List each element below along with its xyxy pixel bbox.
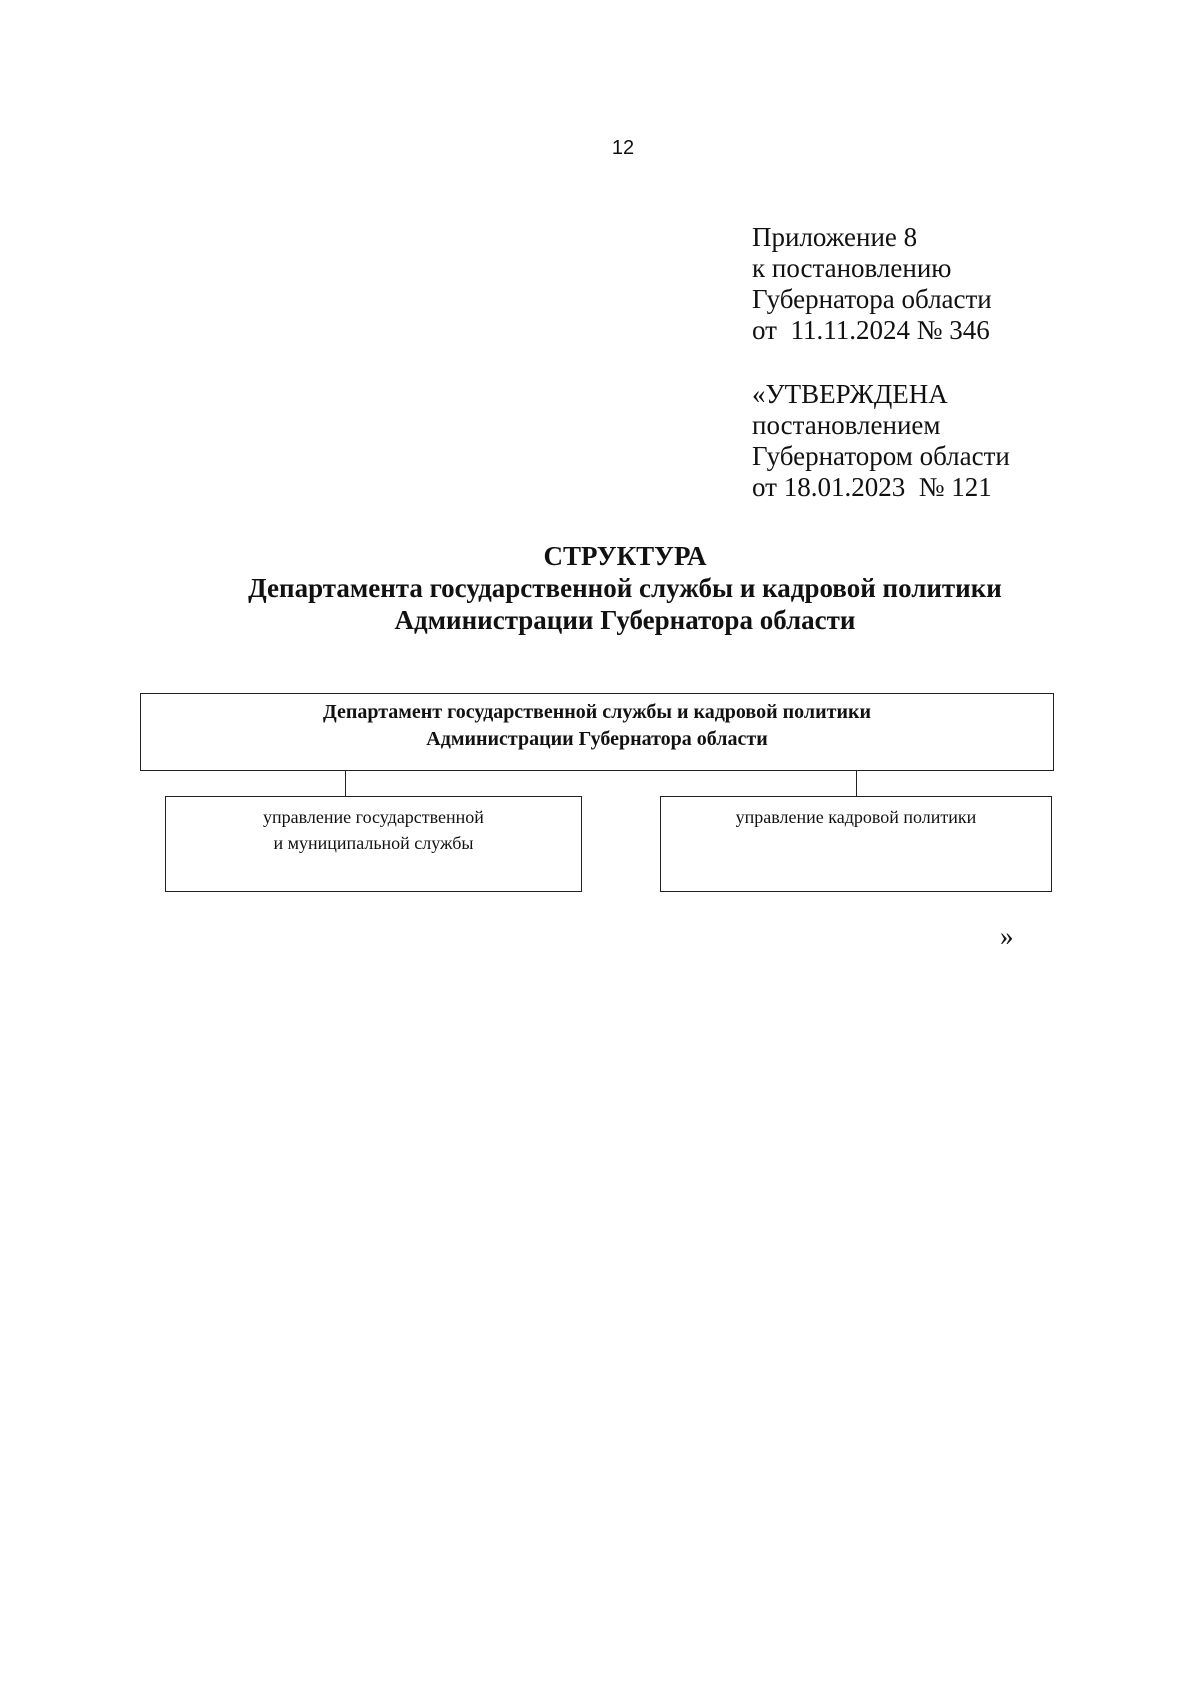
page-number: 12	[611, 137, 635, 159]
attachment-line-2: к постановлению	[752, 253, 952, 283]
approval-line-2: постановлением	[752, 410, 941, 440]
org-connector-left	[345, 771, 346, 796]
title-heading: СТРУКТУРА	[543, 541, 707, 571]
org-box-civil-service-line-2: и муниципальной службы	[273, 833, 474, 853]
attachment-line-3: Губернатора области	[752, 284, 992, 314]
document-title	[0, 540, 1200, 636]
org-box-civil-service-line-1: управление государственной	[263, 807, 484, 827]
org-box-department-line-2: Администрации Губернатора области	[426, 728, 768, 750]
title-line-2: Департамента государственной службы и кадровой политики	[248, 573, 1002, 603]
approval-line-3: Губернатором области	[752, 441, 1010, 471]
org-connector-right	[856, 771, 857, 796]
attachment-block	[752, 222, 992, 346]
approval-line-4: от 18.01.2023 № 121	[752, 472, 992, 502]
attachment-line-4: от 11.11.2024 № 346	[752, 315, 990, 345]
org-box-hr-policy	[660, 796, 1052, 892]
attachment-line-1: Приложение 8	[752, 222, 918, 252]
approval-block	[752, 379, 1010, 503]
org-box-hr-policy-line-1: управление кадровой политики	[735, 807, 977, 827]
closing-quote: »	[1000, 921, 1014, 951]
org-box-department	[140, 693, 1054, 771]
org-box-department-line-1: Департамент государственной службы и кадровой политики	[322, 701, 872, 723]
approval-line-1: «УТВЕРЖДЕНА	[752, 379, 948, 409]
org-box-civil-service	[165, 796, 582, 892]
title-line-3: Администрации Губернатора области	[394, 605, 856, 635]
